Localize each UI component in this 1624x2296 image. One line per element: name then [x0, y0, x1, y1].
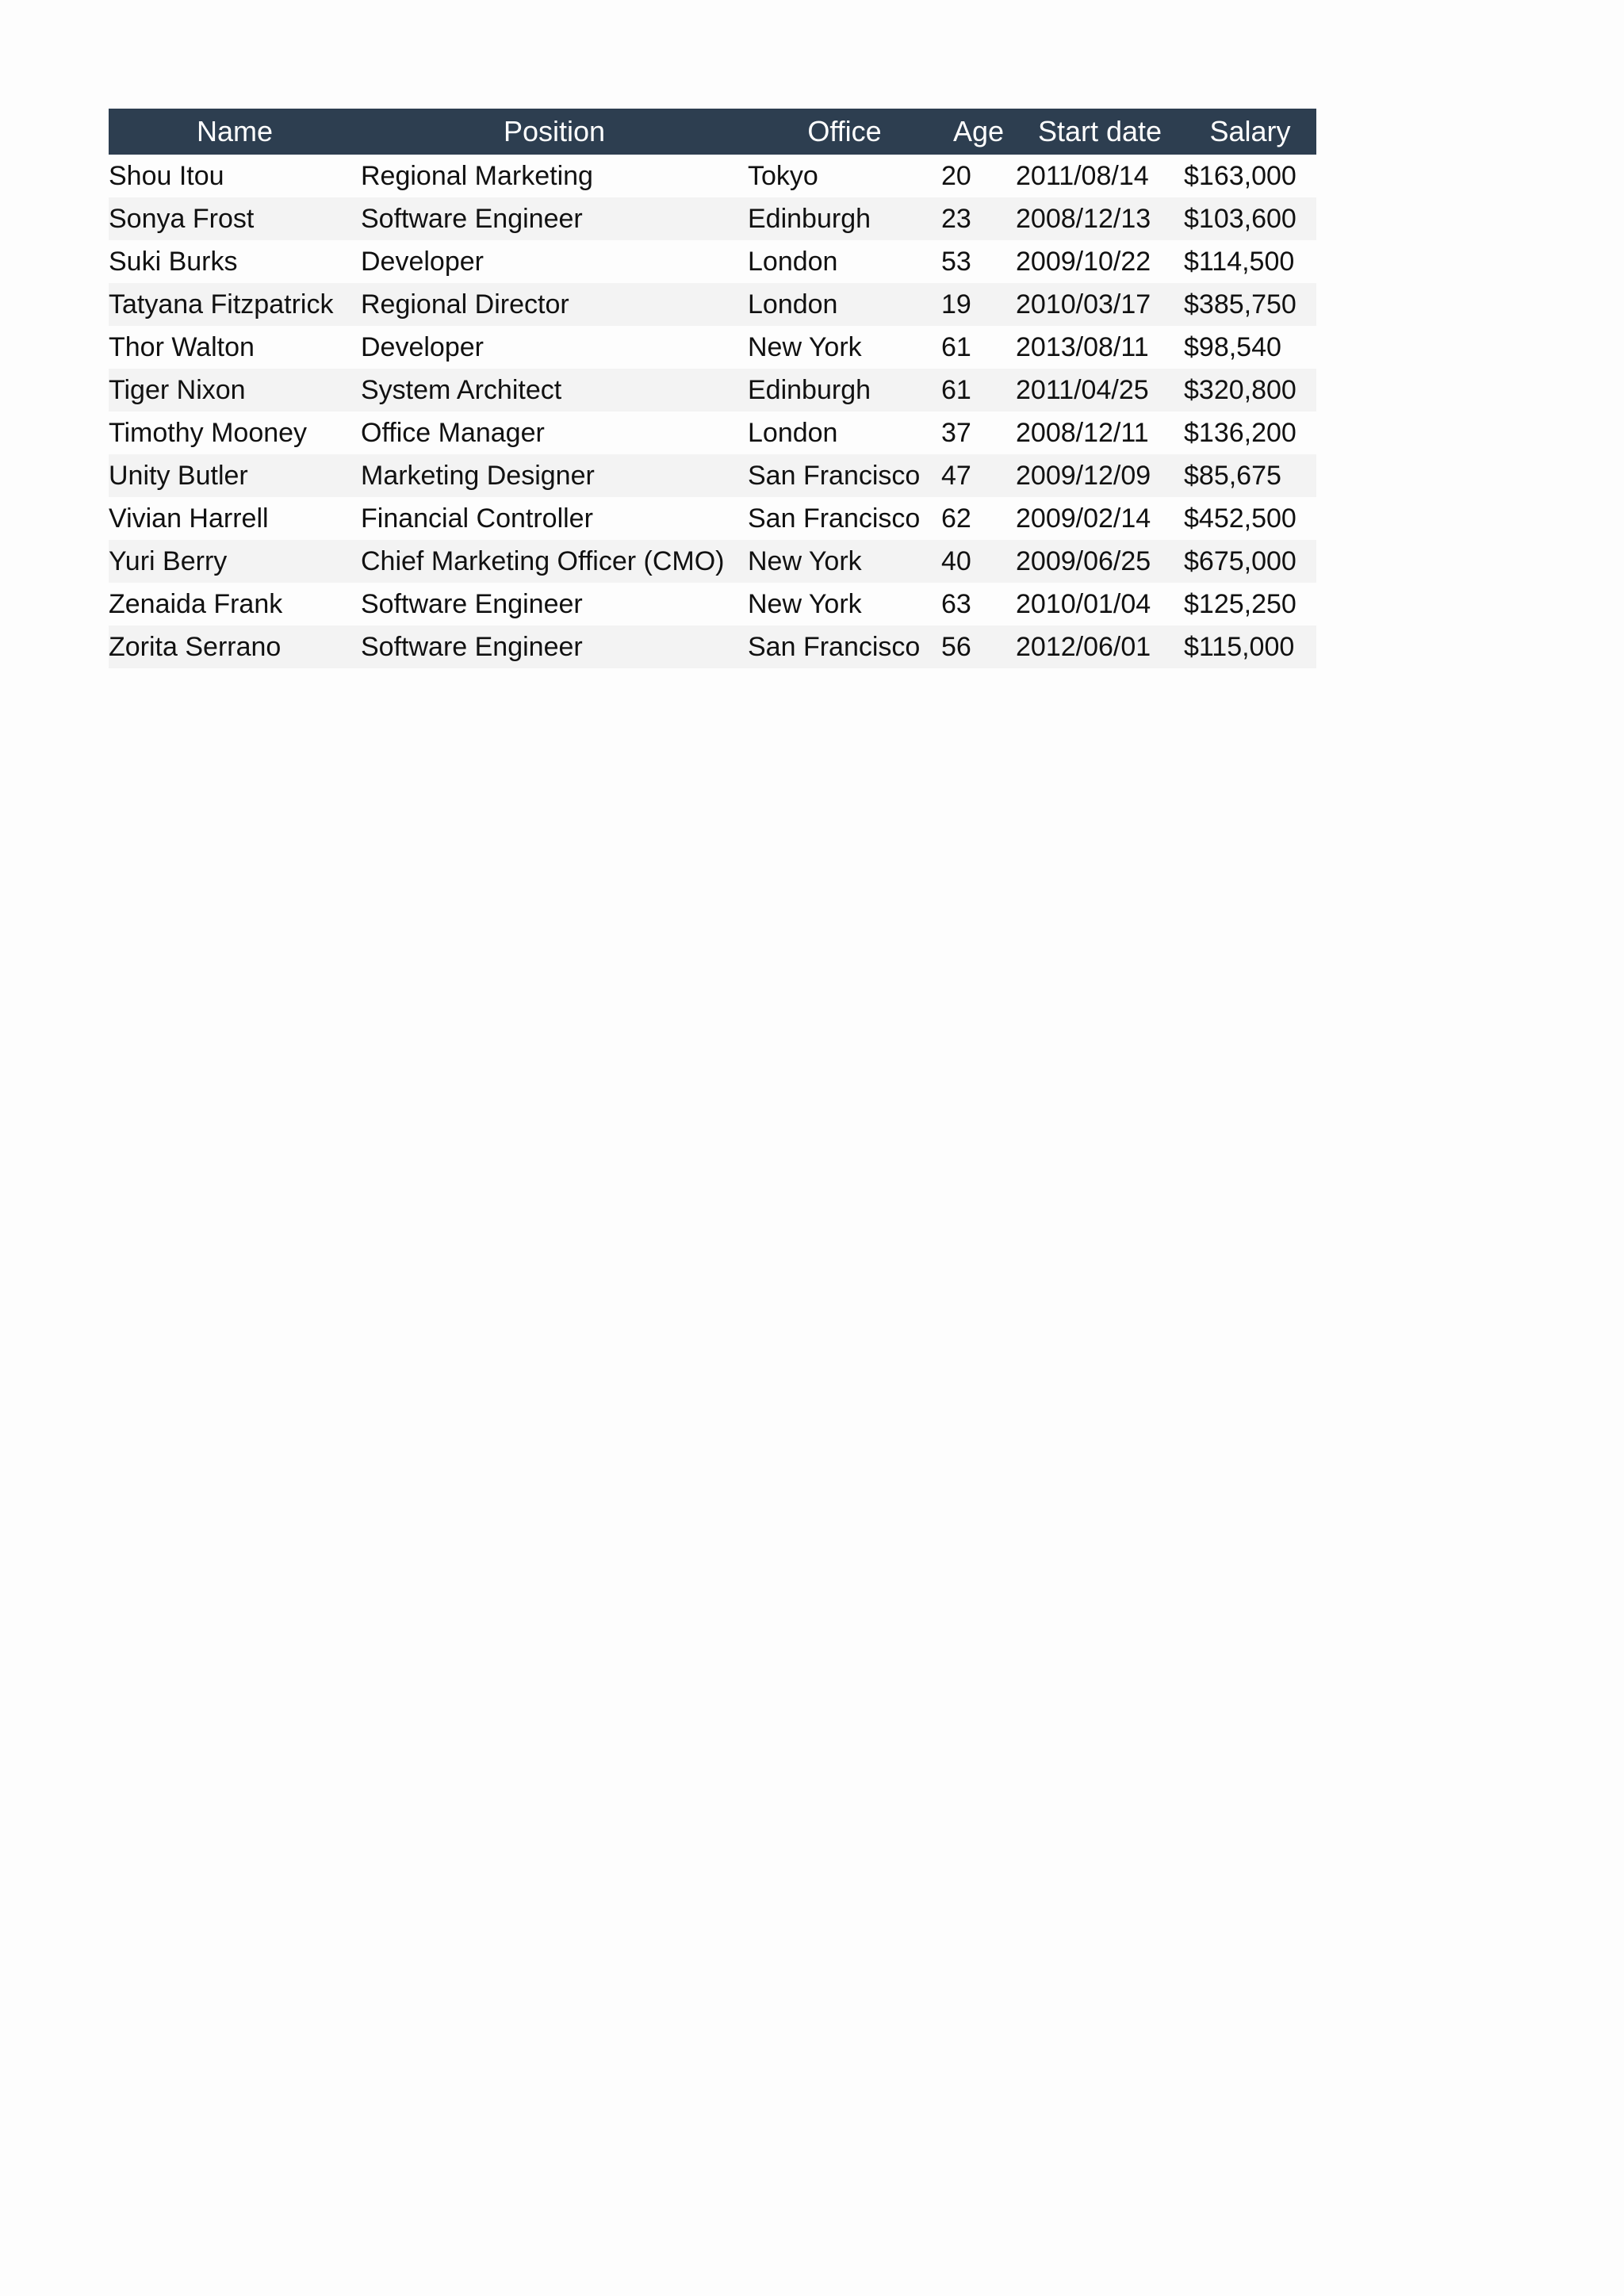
cell-office: San Francisco: [748, 454, 941, 497]
cell-office: London: [748, 283, 941, 326]
cell-position: Software Engineer: [361, 588, 583, 619]
cell-office: San Francisco: [748, 626, 941, 668]
cell-start-date: 2009/06/25: [1016, 540, 1184, 583]
cell-position: Marketing Designer: [361, 454, 748, 497]
table-row: [109, 155, 1316, 197]
cell-salary: $115,000: [1184, 626, 1316, 668]
cell-office: New York: [748, 331, 862, 362]
cell-office: San Francisco: [748, 503, 921, 534]
table-row: [109, 497, 1316, 540]
cell-name: Zorita Serrano: [109, 626, 361, 668]
table-row: [109, 240, 1316, 283]
cell-name: Thor Walton: [109, 331, 255, 362]
table-row: [109, 626, 1316, 668]
cell-age: 19: [941, 283, 1016, 326]
cell-start-date: 2011/08/14: [1016, 160, 1149, 191]
cell-name: Tatyana Fitzpatrick: [109, 283, 361, 326]
cell-name: Tiger Nixon: [109, 369, 361, 411]
cell-salary: $675,000: [1184, 540, 1316, 583]
cell-salary: $103,600: [1184, 197, 1316, 240]
cell-age: 40: [941, 540, 1016, 583]
cell-start-date: 2009/02/14: [1016, 503, 1151, 534]
cell-salary: $98,540: [1184, 331, 1281, 362]
cell-start-date: 2008/12/11: [1016, 417, 1149, 448]
cell-position: Chief Marketing Officer (CMO): [361, 540, 748, 583]
column-header-name: Name: [109, 109, 361, 155]
cell-position: Financial Controller: [361, 503, 593, 534]
cell-salary: $114,500: [1184, 246, 1295, 277]
column-header-office: Office: [748, 109, 941, 155]
cell-start-date: 2010/03/17: [1016, 283, 1184, 326]
table-row: [109, 369, 1316, 411]
cell-salary: $385,750: [1184, 283, 1316, 326]
cell-salary: $85,675: [1184, 454, 1316, 497]
cell-name: Timothy Mooney: [109, 417, 308, 448]
cell-office: New York: [748, 540, 941, 583]
cell-office: Edinburgh: [748, 197, 941, 240]
cell-position: Software Engineer: [361, 197, 748, 240]
cell-salary: $163,000: [1184, 160, 1297, 191]
column-header-age: Age: [941, 109, 1016, 155]
cell-name: Sonya Frost: [109, 197, 361, 240]
cell-position: Developer: [361, 246, 484, 277]
cell-age: 37: [941, 417, 971, 448]
table-body: [109, 155, 1316, 668]
cell-position: Regional Marketing: [361, 160, 593, 191]
cell-start-date: 2012/06/01: [1016, 626, 1184, 668]
cell-age: 20: [941, 160, 971, 191]
header-row: [109, 109, 1316, 155]
cell-office: Tokyo: [748, 160, 818, 191]
cell-position: System Architect: [361, 369, 748, 411]
cell-start-date: 2013/08/11: [1016, 331, 1149, 362]
cell-office: New York: [748, 588, 862, 619]
cell-position: Developer: [361, 331, 484, 362]
cell-start-date: 2009/10/22: [1016, 246, 1151, 277]
table-row: [109, 583, 1316, 626]
cell-name: Zenaida Frank: [109, 588, 283, 619]
cell-name: Unity Butler: [109, 454, 361, 497]
cell-age: 53: [941, 246, 971, 277]
cell-age: 61: [941, 331, 971, 362]
cell-start-date: 2009/12/09: [1016, 454, 1184, 497]
table-row: [109, 540, 1316, 583]
table-row: [109, 197, 1316, 240]
table-header: [109, 109, 1316, 155]
cell-salary: $452,500: [1184, 503, 1297, 534]
cell-age: 56: [941, 626, 1016, 668]
column-header-start-date: Start date: [1016, 109, 1184, 155]
cell-age: 47: [941, 454, 1016, 497]
cell-age: 63: [941, 588, 971, 619]
cell-office: London: [748, 417, 838, 448]
cell-age: 62: [941, 503, 971, 534]
cell-position: Office Manager: [361, 417, 545, 448]
cell-office: London: [748, 246, 838, 277]
cell-name: Vivian Harrell: [109, 503, 269, 534]
cell-start-date: 2011/04/25: [1016, 369, 1184, 411]
cell-age: 23: [941, 197, 1016, 240]
cell-name: Shou Itou: [109, 160, 224, 191]
cell-office: Edinburgh: [748, 369, 941, 411]
table-row: [109, 411, 1316, 454]
column-header-salary: Salary: [1184, 109, 1316, 155]
employee-table: [109, 109, 1316, 668]
cell-position: Software Engineer: [361, 626, 748, 668]
column-header-position: Position: [361, 109, 748, 155]
cell-name: Suki Burks: [109, 246, 238, 277]
table-row: [109, 454, 1316, 497]
table-row: [109, 283, 1316, 326]
cell-salary: $125,250: [1184, 588, 1297, 619]
cell-start-date: 2008/12/13: [1016, 197, 1184, 240]
cell-start-date: 2010/01/04: [1016, 588, 1151, 619]
cell-salary: $320,800: [1184, 369, 1316, 411]
cell-name: Yuri Berry: [109, 540, 361, 583]
table-row: [109, 326, 1316, 369]
cell-position: Regional Director: [361, 283, 748, 326]
cell-salary: $136,200: [1184, 417, 1297, 448]
cell-age: 61: [941, 369, 1016, 411]
